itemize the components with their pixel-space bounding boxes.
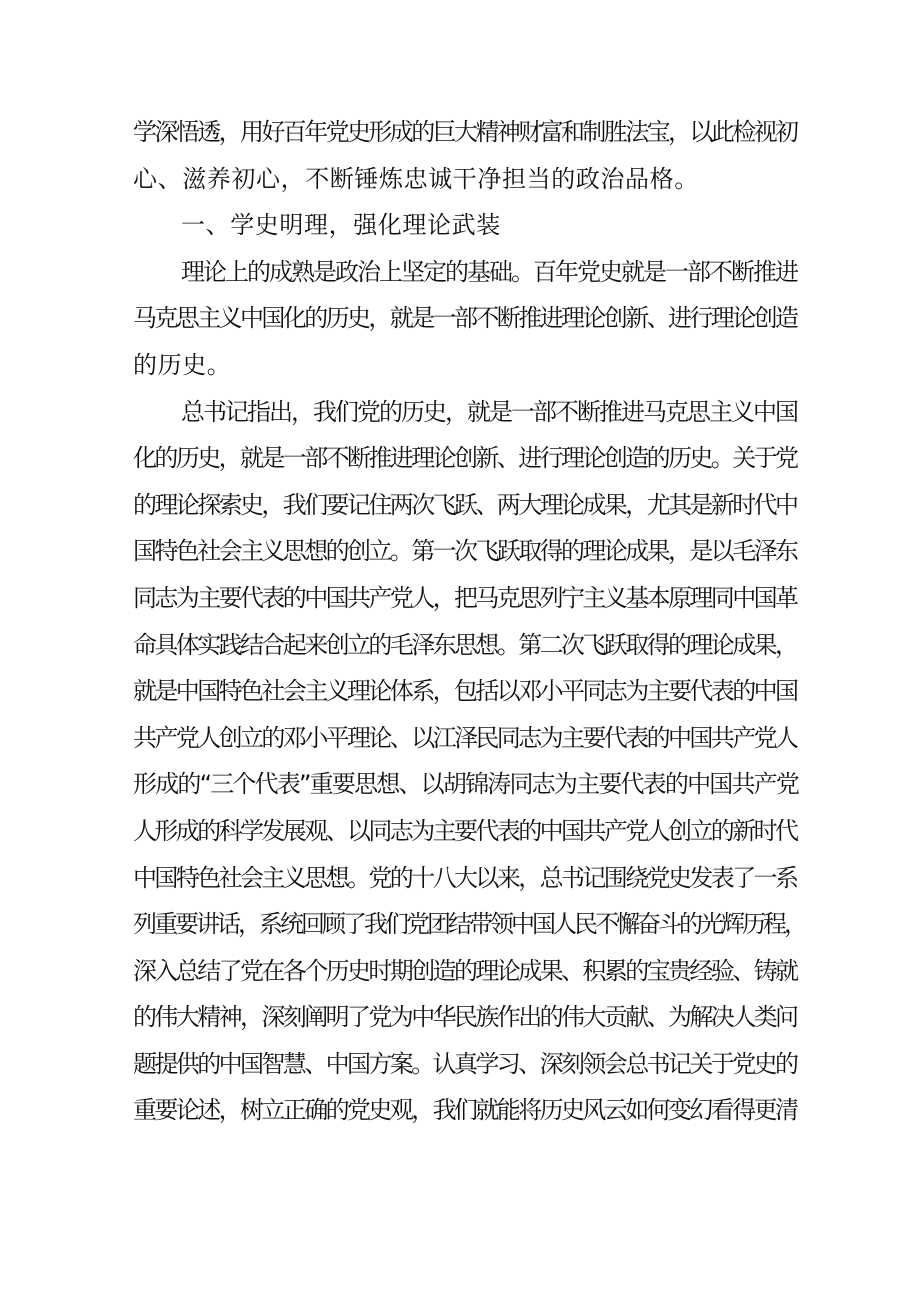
text-line: 列重要讲话，系统回顾了我们党团结带领中国人民不懈奋斗的光辉历程，: [133, 910, 805, 939]
text-line: 心、滋养初心，不断锤炼忠诚干净担当的政治品格。: [133, 164, 699, 193]
text-line: 题提供的中国智慧、中国方案。认真学习、深刻领会总书记关于党史的: [133, 1049, 797, 1078]
paragraph-first-line: 一、学史明理，强化理论武装: [181, 211, 501, 240]
paragraph-first-line: 总书记指出，我们党的历史，就是一部不断推进马克思主义中国: [181, 397, 797, 426]
document-body: [133, 109, 805, 1134]
text-line: 国特色社会主义思想的创立。第一次飞跃取得的理论成果，是以毛泽东: [133, 537, 797, 566]
text-line: 中国特色社会主义思想。党的十八大以来，总书记围绕党史发表了一系: [133, 863, 797, 892]
text-line: 的伟大精神，深刻阐明了党为中华民族作出的伟大贡献、为解决人类问: [133, 1003, 797, 1032]
text-line: 重要论述，树立正确的党史观，我们就能将历史风云如何变幻看得更清: [133, 1096, 797, 1125]
text-line: 的历史。: [133, 350, 232, 379]
text-line: 共产党人创立的邓小平理论、以江泽民同志为主要代表的中国共产党人: [133, 723, 797, 752]
text-line: 马克思主义中国化的历史，就是一部不断推进理论创新、进行理论创造: [133, 304, 797, 333]
text-line: 化的历史，就是一部不断推进理论创新、进行理论创造的历史。关于党: [133, 444, 797, 473]
text-line: 的理论探索史，我们要记住两次飞跃、两大理论成果，尤其是新时代中: [133, 490, 797, 519]
text-line: 人形成的科学发展观、以同志为主要代表的中国共产党人创立的新时代: [133, 816, 797, 845]
text-line: 深入总结了党在各个历史时期创造的理论成果、积累的宝贵经验、铸就: [133, 956, 797, 985]
paragraph-first-line: 理论上的成熟是政治上坚定的基础。百年党史就是一部不断推进: [181, 257, 797, 286]
text-line: 命具体实践结合起来创立的毛泽东思想。第二次飞跃取得的理论成果，: [133, 630, 797, 659]
text-line: 就是中国特色社会主义理论体系，包括以邓小平同志为主要代表的中国: [133, 677, 797, 706]
text-line: 形成的“三个代表”重要思想、以胡锦涛同志为主要代表的中国共产党: [133, 770, 799, 799]
text-line: 同志为主要代表的中国共产党人，把马克思列宁主义基本原理同中国革: [133, 583, 797, 612]
text-line: 学深悟透，用好百年党史形成的巨大精神财富和制胜法宝，以此检视初: [133, 118, 797, 146]
